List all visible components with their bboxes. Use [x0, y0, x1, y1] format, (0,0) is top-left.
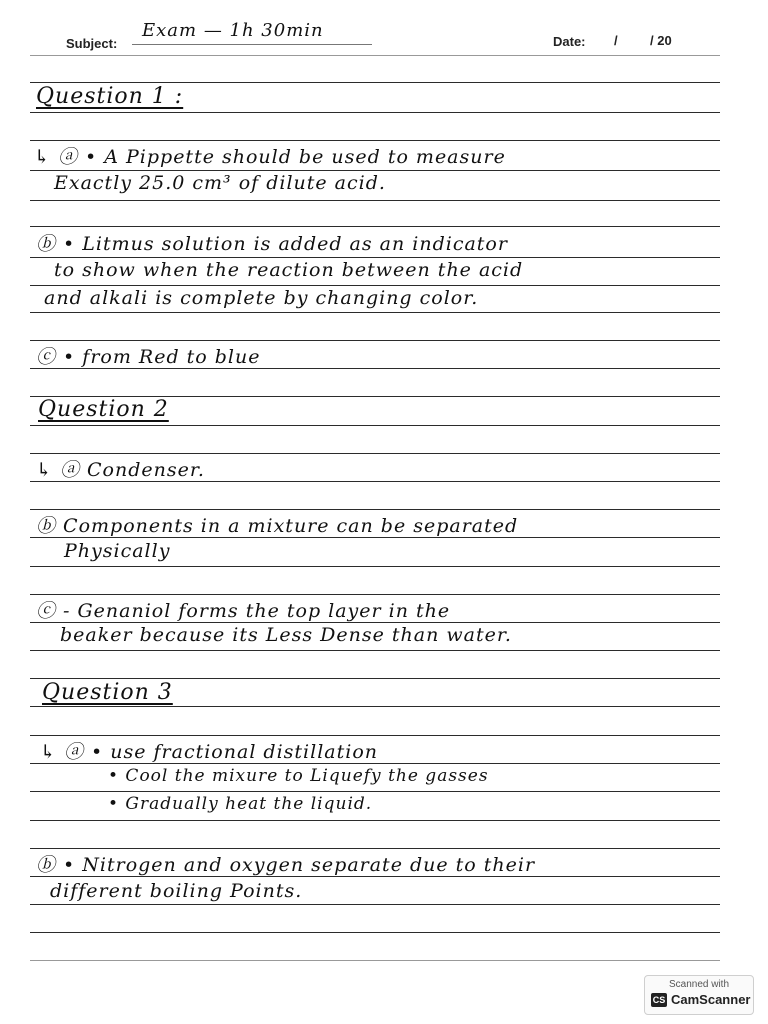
q3-answer-b-line2: different boiling Points.: [50, 880, 303, 902]
q3-answer-a-line1: ↳ ⓐ • use fractional distillation: [40, 741, 379, 763]
q2-answer-c-line1: ⓒ - Genaniol forms the top layer in the: [36, 600, 451, 622]
question-1-title: Question 1 :: [36, 84, 184, 109]
q1-answer-c-line1: ⓒ • from Red to blue: [36, 346, 261, 368]
q1-answer-b-line3: and alkali is complete by changing color.: [44, 287, 479, 309]
ruled-line: [30, 820, 720, 821]
ruled-line: [30, 140, 720, 141]
ruled-line: [30, 312, 720, 313]
ruled-line: [30, 566, 720, 567]
subject-label: Subject:: [66, 36, 118, 51]
ruled-line: [30, 285, 720, 286]
camscanner-stamp: [644, 975, 754, 1015]
date-total: / 20: [650, 33, 672, 48]
ruled-line: [30, 170, 720, 171]
ruled-line: [30, 932, 720, 933]
ruled-line: [30, 848, 720, 849]
ruled-line: [30, 904, 720, 905]
ruled-line: [30, 791, 720, 792]
ruled-line: [30, 340, 720, 341]
q1-answer-a-line1: ↳ ⓐ • A Pippette should be used to measure: [34, 146, 506, 168]
q1-answer-a-line2: Exactly 25.0 cm³ of dilute acid.: [54, 172, 386, 194]
ruled-line: [30, 257, 720, 258]
ruled-line: [30, 200, 720, 201]
ruled-line: [30, 594, 720, 595]
ruled-line: [30, 706, 720, 707]
ruled-line: [30, 678, 720, 679]
q3-answer-a-line3: • Gradually heat the liquid.: [108, 794, 373, 814]
ruled-line: [30, 112, 720, 113]
ruled-line: [30, 82, 720, 83]
q3-answer-b-line1: ⓑ • Nitrogen and oxygen separate due to their: [36, 854, 536, 876]
q1-answer-b-line1: ⓑ • Litmus solution is added as an indicator: [36, 233, 508, 255]
ruled-line: [30, 960, 720, 961]
ruled-line: [30, 735, 720, 736]
subject-underline: [132, 44, 372, 45]
question-2-title: Question 2: [38, 397, 169, 422]
date-label: Date:: [553, 34, 586, 49]
subject-value: Exam — 1h 30min: [142, 20, 324, 41]
ruled-line: [30, 509, 720, 510]
ruled-line: [30, 425, 720, 426]
q2-answer-b-line2: Physically: [64, 540, 171, 562]
question-3-title: Question 3: [42, 680, 173, 705]
q2-answer-b-line1: ⓑ Components in a mixture can be separated: [36, 515, 519, 537]
ruled-line: [30, 650, 720, 651]
q3-answer-a-line2: • Cool the mixure to Liquefy the gasses: [108, 766, 489, 786]
header-rule: [30, 55, 720, 56]
q1-answer-b-line2: to show when the reaction between the acid: [54, 259, 524, 281]
camscanner-logo-icon: CS: [652, 995, 666, 1005]
stamp-caption: Scanned with: [668, 979, 730, 990]
q2-answer-c-line2: beaker because its Less Dense than water.: [60, 624, 512, 646]
ruled-line: [30, 226, 720, 227]
date-separator: /: [614, 33, 618, 48]
ruled-line: [30, 453, 720, 454]
stamp-brand: CamScanner: [671, 992, 751, 1007]
q2-answer-a-line1: ↳ ⓐ Condenser.: [36, 459, 205, 481]
